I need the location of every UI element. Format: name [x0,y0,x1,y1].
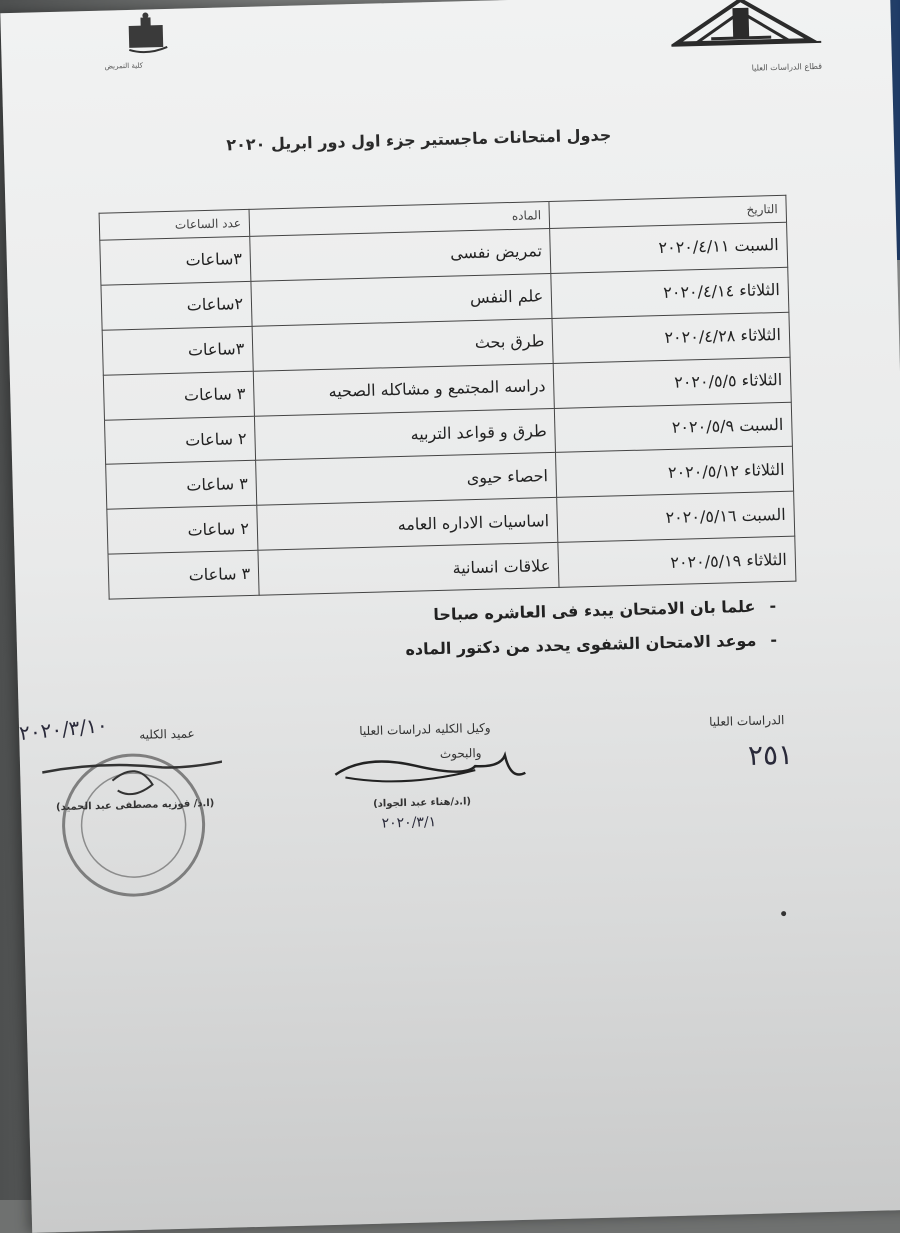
hours-cell: ٢ساعات [101,281,252,330]
subject-cell: تمريض نفسى [250,228,551,281]
vice-dean-title: وكيل الكليه لدراسات العليا [359,720,491,739]
hours-cell: ٣ ساعات [103,371,254,420]
subject-cell: علم النفس [251,273,552,326]
postgraduate-signature-label: الدراسات العليا [708,713,785,729]
date-cell: السبت ٢٠٢٠/٤/١١ [550,222,788,273]
document-title: جدول امتحانات ماجستير جزء اول دور ابريل ٢٠٢٠ [226,125,612,155]
date-cell: الثلاثاء ٢٠٢٠/٥/١٩ [558,536,796,587]
ink-dot [781,911,786,916]
bullet-dash: - [769,595,777,615]
vice-dean-title-line2: والبحوث [439,745,482,762]
dean-title: عميد الكليه [139,726,195,742]
subject-cell: طرق بحث [252,318,553,371]
column-header-subject: الماده [249,201,550,236]
hours-cell: ٢ ساعات [104,416,255,465]
subject-cell: اساسيات الاداره العامه [257,498,558,551]
bullet-dash: - [770,629,778,649]
date-cell: الثلاثاء ٢٠٢٠/٥/٥ [553,357,791,408]
right-logo-caption: قطاع الدراسات العليا [751,61,823,73]
date-cell: السبت ٢٠٢٠/٥/٩ [555,402,793,453]
subject-cell: دراسه المجتمع و مشاكله الصحيه [253,363,554,416]
postgraduate-handwritten-mark: ٢٥١ [747,737,794,772]
hours-cell: ٢ ساعات [107,505,258,554]
date-cell: السبت ٢٠٢٠/٥/١٦ [557,491,795,542]
exam-schedule-table [99,195,797,600]
hours-cell: ٣ساعات [100,236,251,285]
vice-dean-date: ٢٠٢٠/٣/١ [381,814,437,832]
note-text: موعد الامتحان الشفوى يحدد من دكتور الماده [405,630,757,659]
date-cell: الثلاثاء ٢٠٢٠/٤/١٤ [551,267,789,318]
university-logo-icon [670,0,822,56]
notes-list [316,588,778,668]
subject-cell: طرق و قواعد التربيه [255,408,556,461]
hours-cell: ٣ساعات [102,326,253,375]
note-text: علما بان الامتحان يبدء فى العاشره صباحا [433,596,756,624]
column-header-date: التاريخ [549,195,786,228]
hours-cell: ٣ ساعات [106,461,257,510]
column-header-hours: عدد الساعات [99,209,250,240]
vice-dean-signature-icon [325,745,536,800]
official-stamp-icon [41,738,225,903]
dean-date: ٢٠٢٠/٣/١٠ [18,712,109,746]
left-logo-caption: كلية التمريض [104,61,144,71]
date-cell: الثلاثاء ٢٠٢٠/٤/٢٨ [552,312,790,363]
subject-cell: احصاء حيوى [256,453,557,506]
dean-name: (ا.د/ فوزيه مصطفى عبد الحميد) [55,797,215,814]
subject-cell: علاقات انسانية [258,543,559,596]
date-cell: الثلاثاء ٢٠٢٠/٥/١٢ [556,447,794,498]
vice-dean-name: (ا.د/هناء عبد الجواد) [372,796,472,810]
hours-cell: ٣ ساعات [108,550,259,599]
